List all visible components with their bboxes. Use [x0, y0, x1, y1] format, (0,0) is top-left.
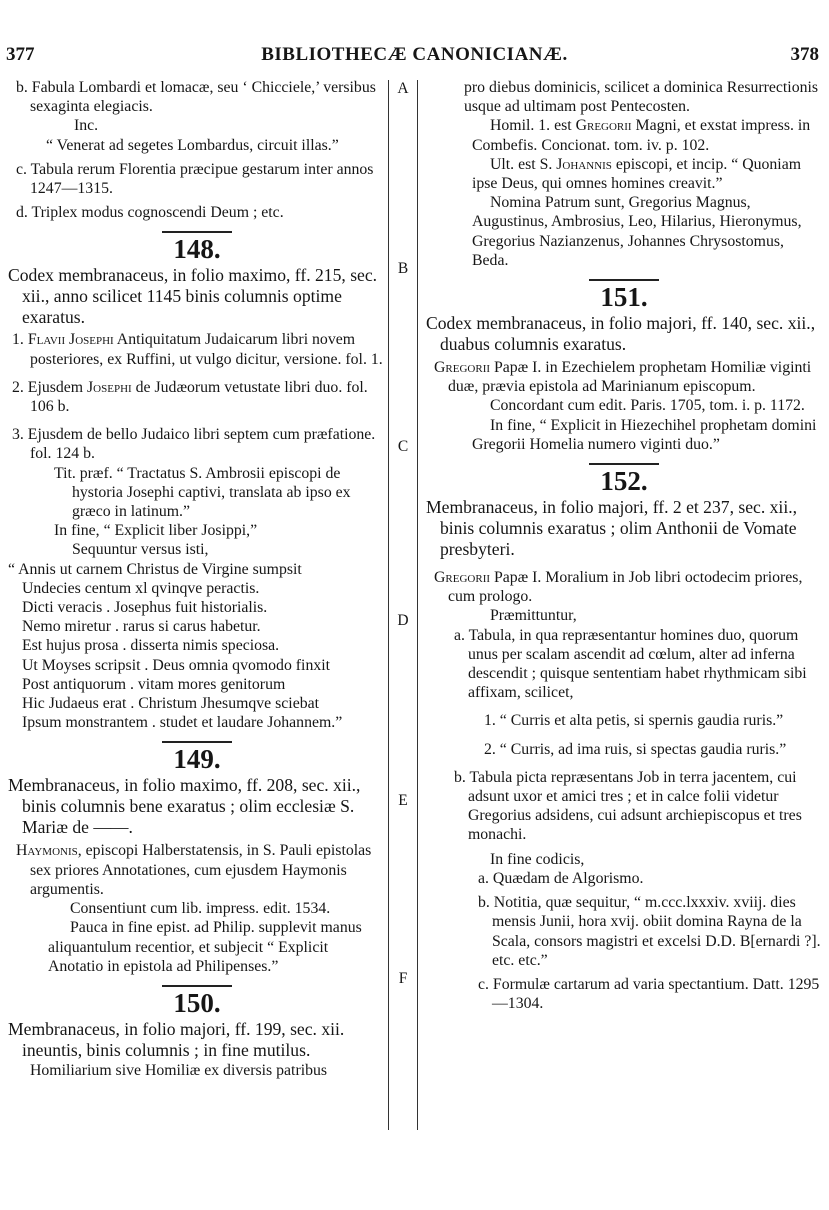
s149-consentiunt: Consentiunt cum lib. impress. edit. 1534.	[70, 900, 331, 918]
margin-letter-b: B	[397, 260, 409, 277]
margin-letter-d: D	[397, 612, 409, 629]
entry-item-d: d. Triplex modus cognoscendi Deum ; etc.	[16, 204, 284, 222]
codex-description-151: Codex membranaceus, in folio majori, ff. 140, sec. xii., duabus columnis exaratus.	[426, 313, 816, 355]
s150-ult-note: Ult. est S. Johannis episcopi, et incip. “ Quoniam ipse Deus, qui omnes homines creavit.”	[472, 155, 801, 193]
s152-work: Gregorii Papæ I. Moralium in Job libri octodecim priores, cum prologo.	[434, 569, 803, 606]
s151-concordant: Concordant cum edit. Paris. 1705, tom. i. p. 1172.	[490, 397, 805, 415]
s149-pauca: Pauca in fine epist. ad Philip. supplevit manus aliquantulum recentior, et subjecit “ Explicit Anotatio in epistola ad Philipenses.”	[48, 919, 362, 975]
s151-work: Gregorii Papæ I. in Ezechielem prophetam Homiliæ viginti duæ, prævia epistola ad Marinianum episcopum.	[434, 359, 812, 396]
page-number-left: 377	[6, 44, 35, 65]
section-number-148: 148.	[173, 234, 221, 265]
verse-line: Undecies centum xl qvinqve peractis.	[22, 579, 260, 597]
codex-description-148: Codex membranaceus, in folio maximo, ff. 215, sec. xii., anno scilicet 1145 binis columnis optime exaratus.	[8, 265, 378, 328]
margin-letter-f: F	[398, 970, 408, 987]
s152-item-b: b. Tabula picta repræsentans Job in terra jacentem, cui adsunt uxor et amici tres ; et in calce folii videtur Gregorius adsidens, cui adsunt archiepiscopus et tres monachi.	[454, 768, 802, 844]
verse-line: Ipsum monstrantem . studet et laudare Johannem.”	[22, 714, 343, 732]
s152-item-a: a. Tabula, in qua repræsentantur homines duo, quorum unus per scalam ascendit ad cœlum, alter ad inferna descendit ; quisque sententiam habet rhythmicam sibi affixam, scilicet,	[454, 626, 807, 702]
s152-item-a1: 1. “ Curris et alta petis, si spernis gaudia ruris.”	[484, 712, 784, 730]
section-number-150: 150.	[173, 987, 221, 1018]
incipit-label: Inc.	[74, 117, 99, 135]
codex-description-152: Membranaceus, in folio majori, ff. 2 et 237, sec. xii., binis columnis exaratus ; olim Anthonii de Vomate presbyteri.	[426, 497, 798, 560]
s148-title-note: Tit. præf. “ Tractatus S. Ambrosii episcopi de hystoria Josephi captivi, translata ab ipso ex græco in latinum.”	[54, 464, 351, 521]
page-number-right: 378	[790, 44, 819, 65]
s148-item-1: 1. Flavii Josephi Antiquitatum Judaicarum libri novem posteriores, ex Ruffini, ut vulgo dicitur, versione. fol. 1.	[12, 331, 383, 368]
section-number-152: 152.	[600, 466, 648, 497]
verse-line: Dicti veracis . Josephus fuit historialis.	[22, 599, 268, 617]
s150-homil-note: Homil. 1. est Gregorii Magni, et exstat impress. in Combefis. Concionat. tom. iv. p. 102.	[472, 117, 811, 154]
entry-item-b: b. Fabula Lombardi et lomacæ, seu ‘ Chicciele,’ versibus sexaginta elegiacis.	[16, 79, 376, 116]
section-number-149: 149.	[173, 744, 221, 775]
s152-praemittuntur: Præmittuntur,	[490, 607, 577, 625]
s150-homiliarium: Homiliarium sive Homiliæ ex diversis patribus	[30, 1061, 328, 1079]
s148-verse	[8, 560, 386, 733]
s152-item-a2: 2. “ Curris, ad ima ruis, si spectas gaudia ruris.”	[484, 740, 787, 758]
margin-letter-e: E	[398, 792, 408, 809]
right-column	[426, 78, 822, 1013]
verse-line: Ut Moyses scripsit . Deus omnia qvomodo finxit	[22, 656, 331, 674]
verse-line: Hic Judaeus erat . Christum Jhesumqve sciebat	[22, 695, 320, 713]
verse-line: “ Annis ut carnem Christus de Virgine sumpsit	[8, 560, 302, 578]
section-number-151: 151.	[600, 282, 648, 313]
codex-description-150: Membranaceus, in folio majori, ff. 199, sec. xii. ineuntis, binis columnis ; in fine mutilus.	[8, 1018, 345, 1060]
verse-line: Est hujus prosa . disserta nimis speciosa.	[22, 637, 280, 655]
margin-letter-a: A	[397, 80, 409, 97]
s150-continuation: pro diebus dominicis, scilicet a dominica Resurrectionis usque ad ultimam post Pentecosten.	[464, 79, 819, 116]
s149-work: Haymonis, episcopi Halberstatensis, in S. Pauli epistolas sex priores Annotationes, cum ejusdem Haymonis argumentis.	[16, 842, 372, 898]
page-header	[0, 44, 829, 70]
entry-item-c: c. Tabula rerum Florentia præcipue gestarum inter annos 1247—1315.	[16, 160, 374, 198]
s148-infine: In fine, “ Explicit liber Josippi,”	[54, 522, 258, 540]
s148-item-2: 2. Ejusdem Josephi de Judæorum vetustate libri duo. fol. 106 b.	[12, 378, 368, 416]
verse-line: Nemo miretur . rarus si carus habetur.	[22, 618, 261, 636]
s151-infine: In fine, “ Explicit in Hiezechihel prophetam domini Gregorii Homelia numero viginti duo.”	[472, 416, 817, 453]
incipit-quote: “ Venerat ad segetes Lombardus, circuit illas.”	[46, 136, 339, 154]
running-title: BIBLIOTHECÆ CANONICIANÆ.	[261, 44, 568, 65]
codex-description-149: Membranaceus, in folio maximo, ff. 208, sec. xii., binis columnis bene exaratus ; olim ecclesiæ S. Mariæ de ——.	[8, 775, 361, 838]
s152-final-a: a. Quædam de Algorismo.	[478, 869, 644, 887]
s150-nomina: Nomina Patrum sunt, Gregorius Magnus, Augustinus, Ambrosius, Leo, Hilarius, Hieronymus, Gregorius Nazianzenus, Johannes Chrysostomus, Beda.	[472, 194, 802, 269]
margin-letter-c: C	[397, 438, 409, 455]
s148-sequuntur: Sequuntur versus isti,	[72, 541, 209, 559]
s152-final-c: c. Formulæ cartarum ad varia spectantium. Datt. 1295—1304.	[478, 975, 820, 1013]
s152-infine: In fine codicis,	[490, 850, 585, 868]
s148-item-3: 3. Ejusdem de bello Judaico libri septem cum præfatione. fol. 124 b.	[12, 426, 376, 463]
left-column	[8, 78, 386, 1080]
s152-final-b: b. Notitia, quæ sequitur, “ m.ccc.lxxxiv. xviij. dies mensis Junii, hora xvij. obiit domina Rayna de la Scala, consors magistri et excelsi D.D. B[ernardi ?]. etc. etc.”	[478, 894, 821, 969]
verse-line: Post antiquorum . vitam mores genitorum	[22, 675, 286, 693]
